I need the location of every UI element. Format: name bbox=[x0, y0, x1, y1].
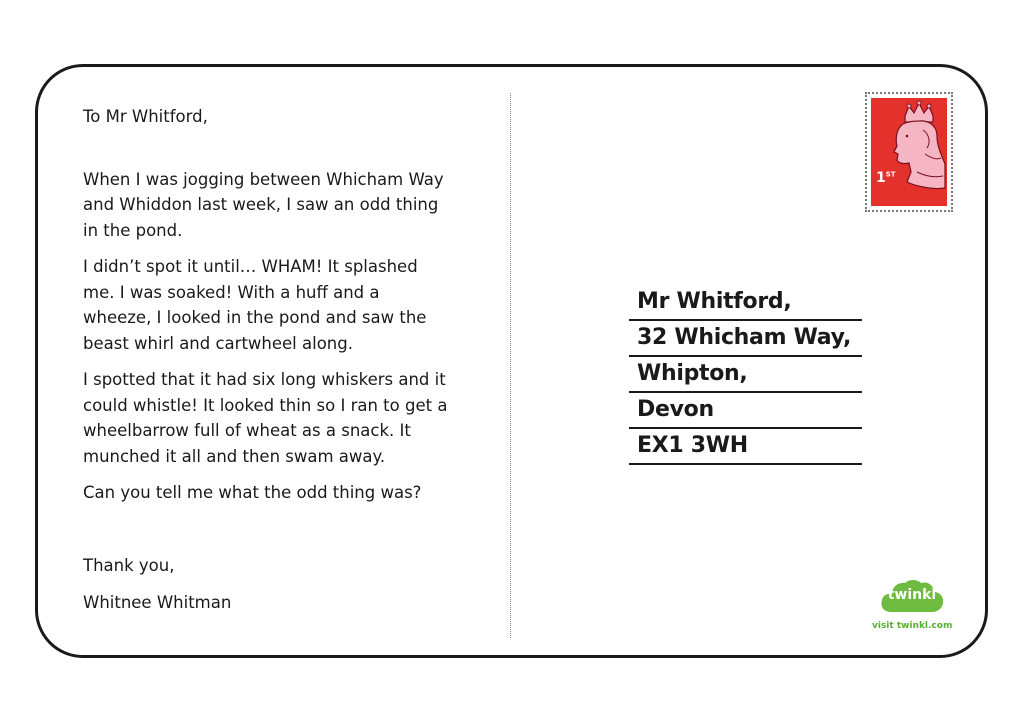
logo-cloud-icon bbox=[879, 578, 945, 614]
letter-paragraph-4: Can you tell me what the odd thing was? bbox=[83, 483, 422, 502]
letter-signature: Whitnee Whitman bbox=[83, 593, 232, 612]
letter-greeting: To Mr Whitford, bbox=[83, 107, 208, 126]
letter-closing: Thank you, bbox=[83, 555, 175, 575]
stamp-value-suffix: ST bbox=[885, 170, 896, 179]
logo-word: twinkl bbox=[887, 587, 937, 603]
address-line-3: Whipton, bbox=[629, 357, 862, 393]
letter-paragraph-3: I spotted that it had six long whiskers and it could whistle! It looked thin so I ran to get a wheelbarrow full of wheat as a snack. It munched it all and then swam away. bbox=[83, 370, 448, 466]
address-line-4: Devon bbox=[629, 393, 862, 429]
logo-url[interactable]: visit twinkl.com bbox=[872, 621, 953, 631]
letter-body bbox=[83, 104, 503, 616]
address-line-5: EX1 3WH bbox=[629, 429, 862, 465]
letter-paragraph-1: When I was jogging between Whicham Way and Whiddon last week, I saw an odd thing in the pond. bbox=[83, 169, 444, 240]
queen-head-icon bbox=[867, 94, 955, 214]
postcard-divider bbox=[510, 93, 511, 638]
postage-stamp bbox=[865, 92, 953, 212]
address-block bbox=[629, 285, 862, 465]
twinkl-logo bbox=[872, 578, 952, 638]
letter-paragraph-2: I didn’t spot it until… WHAM! It splashed me. I was soaked! With a huff and a wheeze, I looked in the pond and saw the beast whirl and cartwheel along. bbox=[83, 257, 427, 353]
address-line-2: 32 Whicham Way, bbox=[629, 321, 862, 357]
stamp-value-number: 1 bbox=[876, 170, 886, 186]
stamp-value bbox=[876, 170, 896, 186]
address-line-1: Mr Whitford, bbox=[629, 285, 862, 321]
